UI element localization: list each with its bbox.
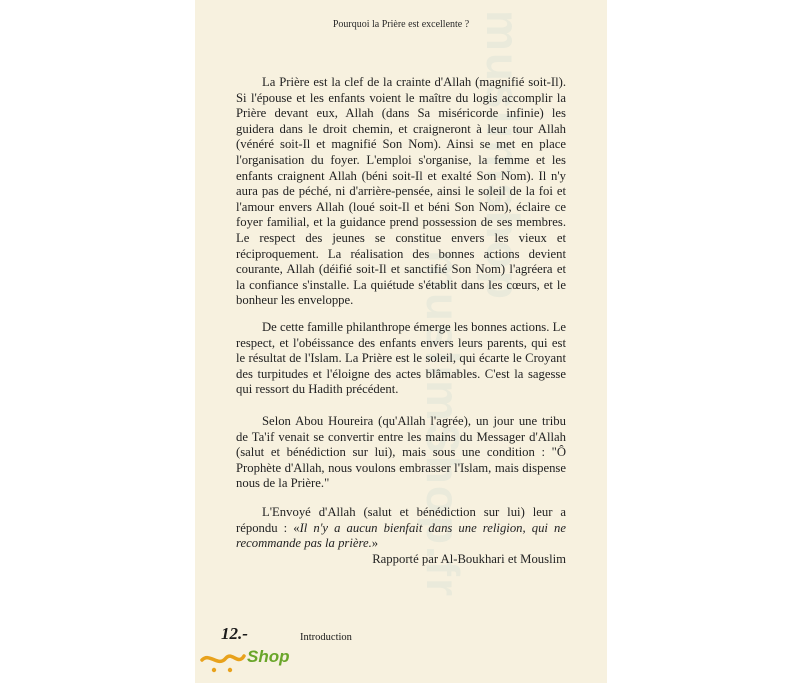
attribution: Rapporté par Al-Boukhari et Mouslim [372,552,566,566]
hadith-quote: Il n'y a aucun bienfait dans une religion, qui ne recommande pas la prière. [236,520,566,551]
paragraph-3-text: Selon Abou Houreira (qu'Allah l'agrée), un jour une tribu de Ta'if venait se convertir entre les mains du Messager d'Allah (salut et bénédiction sur lui), mais sous une condition : "Ô Prophète d'Allah, nous voulons embrasser l'Islam, mais dispense nous de la Prière." [236,414,566,491]
page-number: 12.- [221,624,248,643]
paragraph-2 [236,320,566,398]
watermark: muslimshop [477,10,529,301]
watermark-secondary: muslimShop.fr [417,250,469,599]
paragraph-4-closing: » [371,536,379,551]
paragraph-4-intro: L'Envoyé d'Allah (salut et bénédiction sur lui) leur a répondu : « [236,505,566,535]
paragraph-3 [236,414,566,492]
paragraph-2-text: De cette famille philanthrope émerge les bonnes actions. Le respect, et l'obéissance des enfants envers leurs parents, qui est le résultat de l'Islam. La Prière est le soleil, qui écarte le Croyant des turpitudes et l'éloigne des actes blâmables. C'est la sagesse qui ressort du Hadith précédent. [236,320,566,397]
paragraph-4 [236,505,566,552]
running-head: Pourquoi la Prière est excellente ? [332,19,470,30]
paragraph-1 [236,75,566,309]
paragraph-4-text [236,505,566,552]
logo-text: Shop [247,647,290,666]
paragraph-1-text: La Prière est la clef de la crainte d'Allah (magnifié soit-Il). Si l'épouse et les enfants voient le maître du logis accomplir la Prière devant eux, Allah (dans Sa miséricorde infinie) les guidera dans le droit chemin, et craigneront à leur tour Allah (vénéré soit-Il et magnifié Son Nom). Ainsi se met en place l'organisation du foyer. L'emploi s'organise, la femme et les enfants craignent Allah (béni soit-Il et exalté Son Nom). Il n'y aura pas de péché, ni d'arrière-pensée, ainsi le soleil de la foi et l'amour envers Allah (loué soit-Il et béni Son Nom), éclaire ce foyer familial, et la guidance prend possession de ses membres. Le respect des jeunes se constitue envers les vieux et réciproquement. La réalisation des bonnes actions devient courante, Allah (déifié soit-Il et sanctifié Son Nom) l'agréera et la confiance s'installe. La quiétude s'établit dans les cœurs, et le bonheur les enveloppe. [236,75,566,308]
footer-title: Introduction [300,632,352,643]
